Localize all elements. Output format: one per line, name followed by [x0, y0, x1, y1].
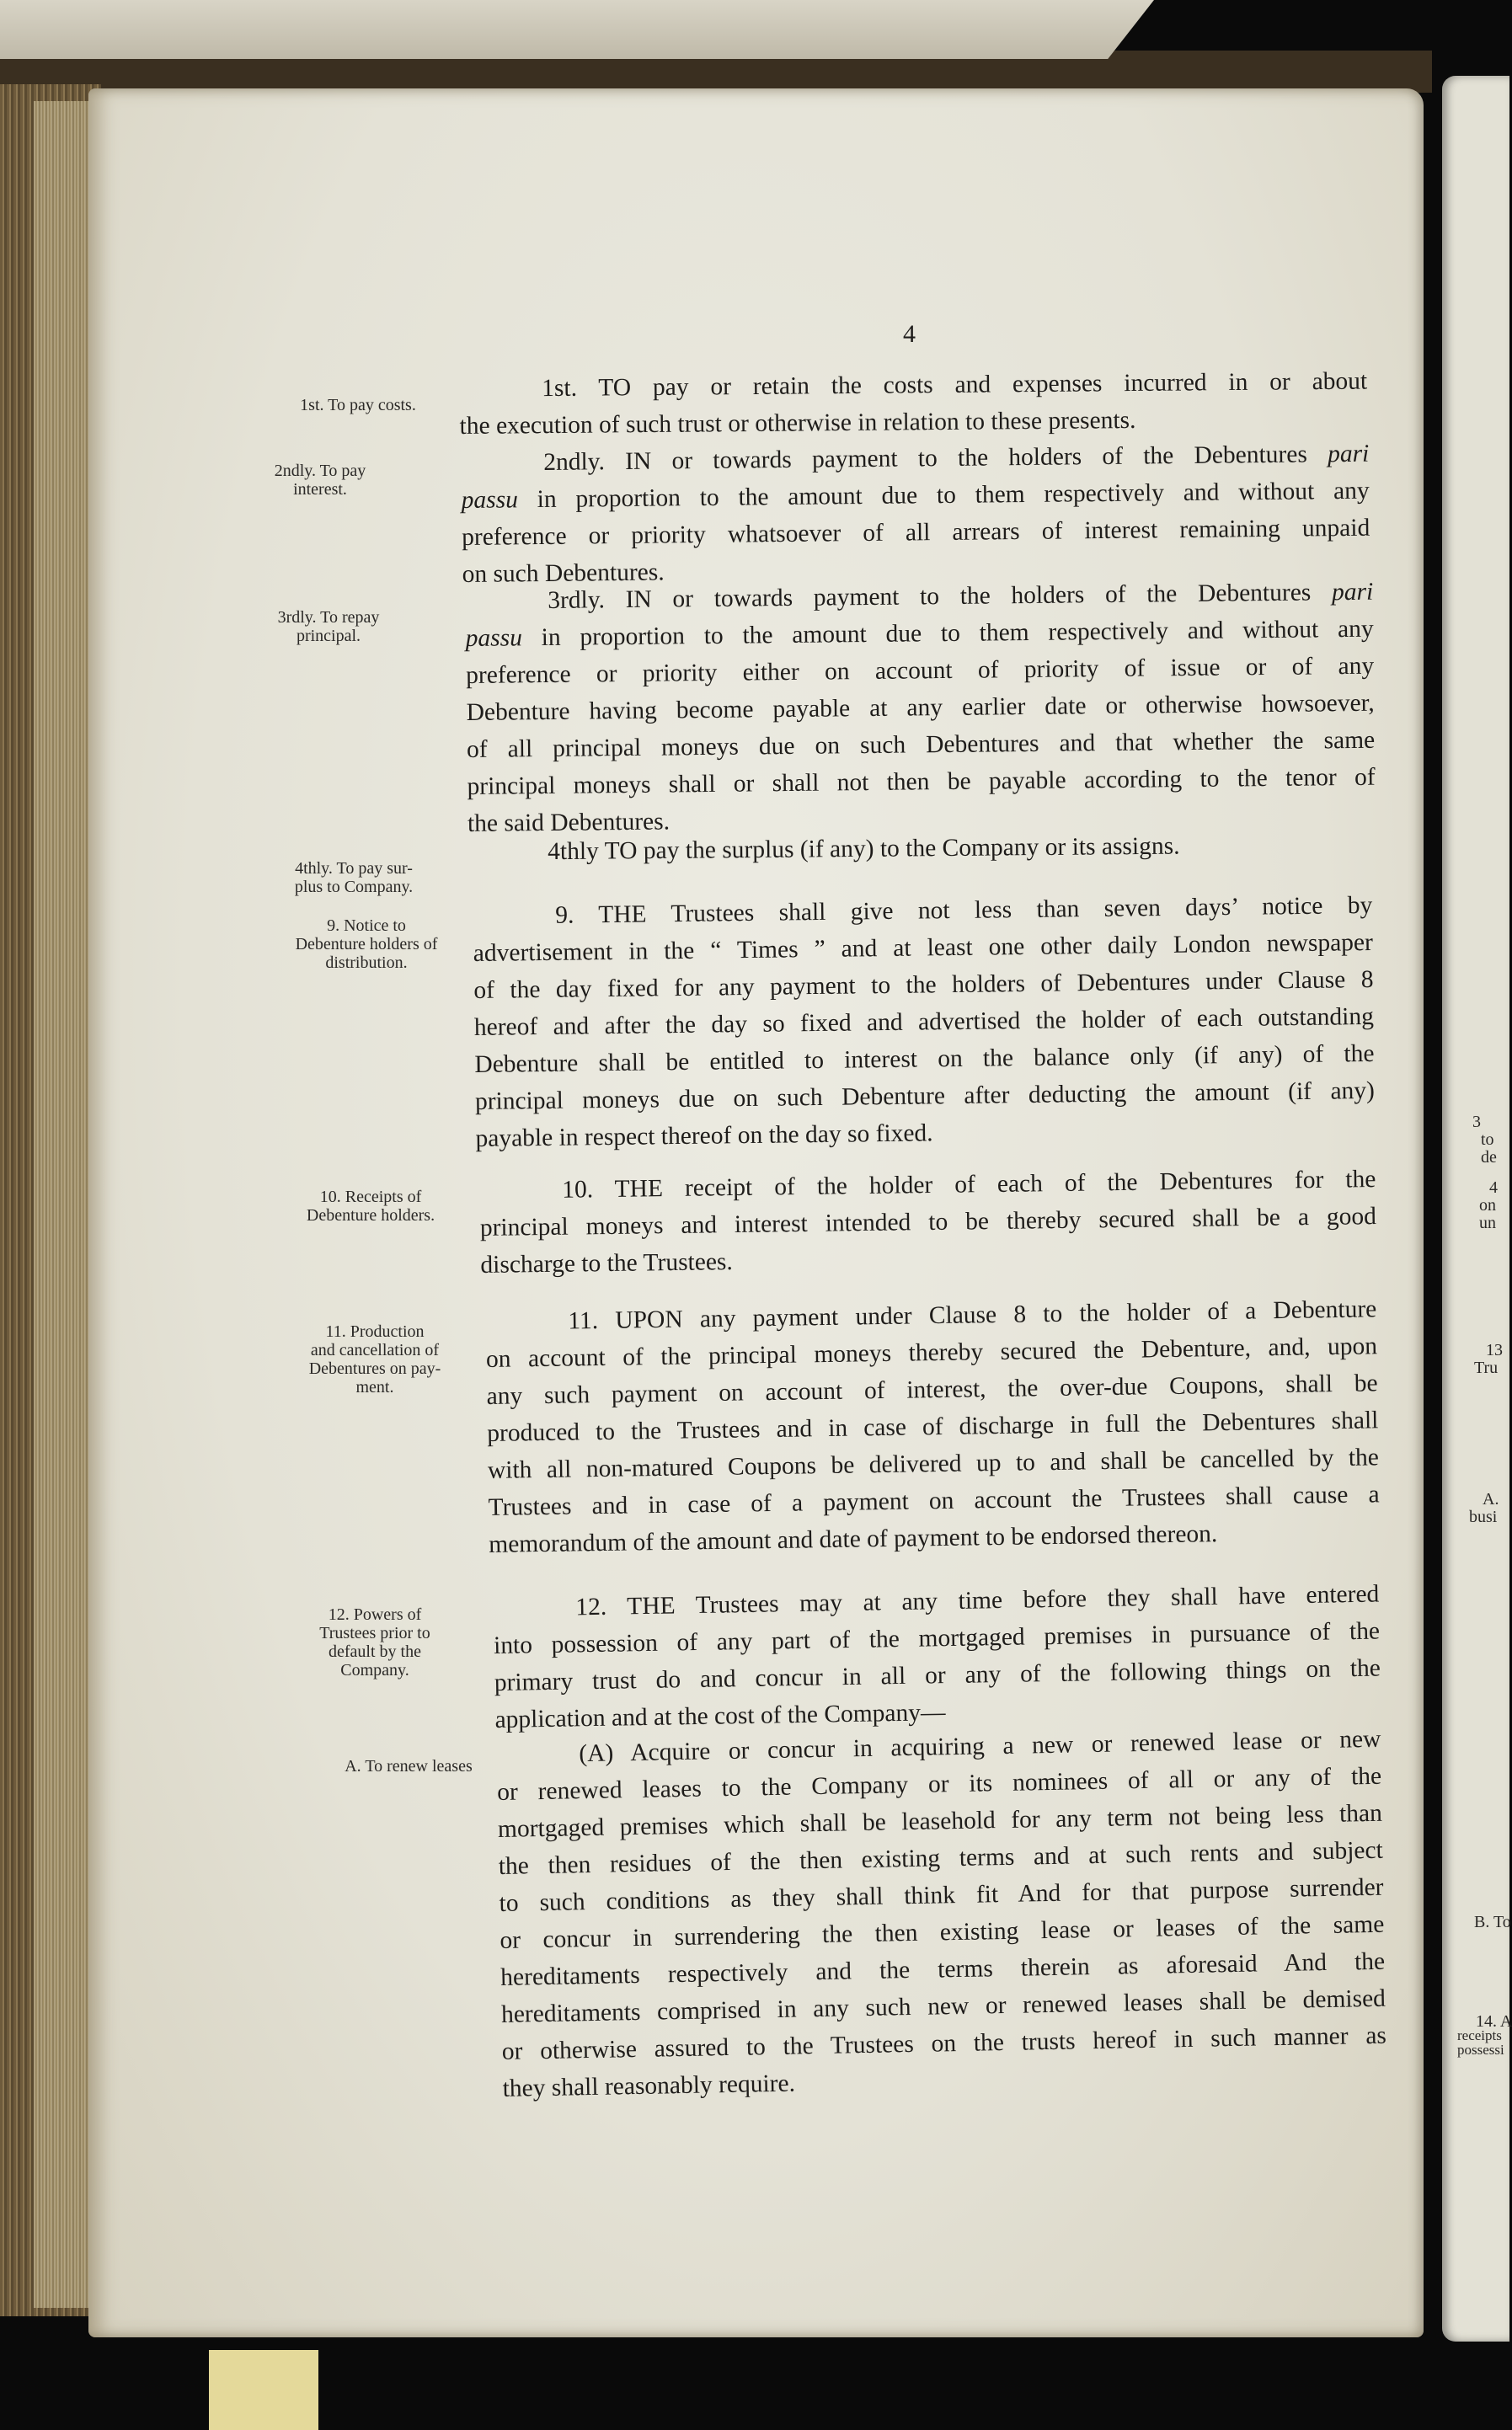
neighbor-fragment: un: [1479, 1214, 1496, 1232]
margin-note-line: 12. Powers of: [328, 1605, 422, 1624]
margin-note-line: A. To renew leases: [345, 1757, 473, 1776]
margin-note-line: 10. Receipts of: [319, 1188, 422, 1206]
text-line: any such payment on account of interest, the over-due Coupons, shall be: [486, 1370, 1378, 1410]
text-line: Trustees and in case of a payment on account the Trustees shall cause a: [488, 1481, 1380, 1521]
text-line: principal moneys shall or shall not then be payable according to the tenor of: [467, 763, 1376, 800]
paragraph-clause-12: [493, 1576, 1381, 1738]
margin-note: [261, 608, 396, 645]
text-line: 11. UPON any payment under Clause 8 to the holder of a Debenture: [568, 1295, 1377, 1335]
neighbor-fragment: 3: [1472, 1113, 1481, 1131]
margin-note-line: 3rdly. To repay: [277, 608, 380, 627]
margin-note-line: Debenture holders of: [295, 935, 438, 953]
margin-note: [274, 916, 459, 972]
margin-note-line: 1st. To pay costs.: [300, 396, 416, 414]
text-line: primary trust do and concur in all or any of the following things on the: [494, 1654, 1381, 1696]
text-line: principal moneys and interest intended to be thereby secured shall be a good: [479, 1203, 1377, 1242]
margin-note-line: principal.: [296, 627, 361, 645]
paragraph-3rdly: [465, 574, 1376, 842]
neighbor-fragment: on: [1479, 1196, 1496, 1215]
neighbor-fragment: A.: [1483, 1490, 1499, 1509]
text-line: 10. THE receipt of the holder of each of the Debentures for the: [562, 1166, 1376, 1204]
neighbor-fragment: de: [1481, 1148, 1497, 1167]
neighbor-fragment: 4: [1489, 1178, 1498, 1197]
margin-note: [253, 462, 387, 499]
text-line: or concur in surrendering the then existing lease or leases of the same: [500, 1910, 1385, 1954]
margin-note: [324, 1757, 493, 1776]
text-line: the execution of such trust or otherwise in relation to these presents.: [459, 406, 1136, 440]
margin-note-line: Trustees prior to: [319, 1624, 430, 1642]
text-line: discharge to the Trustees.: [480, 1248, 733, 1279]
text-line: or renewed leases to the Company or its nominees of all or any of the: [496, 1762, 1382, 1806]
neighbor-fragment: B. To: [1474, 1913, 1511, 1931]
text-line: hereditaments comprised in any such new or renewed leases shall be demised: [500, 1984, 1386, 2028]
text-line: preference or priority whatsoever of all arrears of interest remaining unpaid: [461, 514, 1370, 551]
text-line: application and at the cost of the Company—: [494, 1699, 946, 1733]
paragraph-clause-11: [485, 1290, 1380, 1563]
paragraph-clause-12-a: [496, 1721, 1387, 2107]
paragraph-clause-10: [479, 1161, 1377, 1284]
margin-note-line: ment.: [355, 1378, 394, 1397]
margin-note-line: Company.: [340, 1661, 409, 1680]
text-line: passu in proportion to the amount due to them respectively and without any: [465, 615, 1374, 652]
text-line: passu in proportion to the amount due to them respectively and without any: [461, 477, 1370, 514]
text-line: on account of the principal moneys thereby secured the Debenture, and, upon: [485, 1332, 1378, 1373]
text-line: into possession of any part of the mortgaged premises in pursuance of the: [493, 1617, 1381, 1659]
text-line: 3rdly. IN or towards payment to the holders of the Debentures pari: [548, 578, 1374, 614]
text-line: produced to the Trustees and in case of discharge in full the Debentures shall: [487, 1407, 1379, 1447]
paragraph-2ndly: [461, 435, 1370, 593]
text-line: mortgaged premises which shall be leasehold for any term not being less than: [497, 1799, 1383, 1843]
text-line: 1st. TO pay or retain the costs and expenses incurred in or about: [542, 367, 1368, 403]
text-line: advertisement in the “ Times ” and at least one other daily London newspaper: [473, 928, 1374, 967]
neighbor-fragment: Tru: [1474, 1359, 1499, 1377]
text-line: to such conditions as they shall think fit And for that purpose surrender: [499, 1873, 1384, 1917]
text-line: 12. THE Trustees may at any time before they shall have entered: [575, 1580, 1380, 1621]
text-line: (A) Acquire or concur in acquiring a new or renewed lease or new: [579, 1725, 1381, 1768]
margin-note-line: Debentures on pay-: [308, 1359, 441, 1378]
paragraph-1st: [459, 363, 1368, 445]
margin-note-line: default by the: [329, 1642, 421, 1661]
text-line: they shall reasonably require.: [502, 2070, 796, 2102]
neighbor-page: [1442, 76, 1512, 2342]
yellow-bookmark-tab: [209, 2350, 318, 2430]
text-line: 4thly TO pay the surplus (if any) to the Company or its assigns.: [548, 832, 1180, 866]
text-line: payable in respect thereof on the day so fixed.: [475, 1119, 933, 1152]
text-line: the said Debentures.: [467, 808, 671, 837]
neighbor-fragment: 13: [1486, 1341, 1503, 1359]
neighbor-fragment: possessi: [1457, 2042, 1504, 2058]
margin-note: [282, 1322, 467, 1397]
text-line: or otherwise assured to the Trustees on the trusts hereof in such manner as: [501, 2021, 1387, 2065]
margin-note-line: 2ndly. To pay: [274, 462, 366, 480]
text-line: the then residues of the then existing terms and at such rents and subject: [498, 1836, 1384, 1880]
text-line: Debenture having become payable at any earlier date or otherwise howsoever,: [466, 689, 1375, 726]
margin-note: [270, 859, 438, 896]
neighbor-fragment: receipts: [1457, 2027, 1502, 2043]
text-line: on such Debentures.: [462, 558, 665, 588]
margin-note-line: 11. Production: [325, 1322, 425, 1341]
margin-note-line: Debenture holders.: [306, 1206, 435, 1225]
text-line: of all principal moneys due on such Debentures and that whether the same: [466, 726, 1376, 763]
neighbor-fragment: busi: [1469, 1508, 1498, 1526]
text-line: 2ndly. IN or towards payment to the holders of the Debentures pari: [543, 440, 1370, 476]
page-number: 4: [903, 320, 916, 348]
text-line: of the day fixed for any payment to the holders of Debentures under Clause 8: [473, 965, 1374, 1004]
margin-note: [278, 1188, 463, 1225]
margin-note-line: distribution.: [325, 953, 408, 972]
paragraph-4thly: [465, 826, 1373, 871]
text-line: with all non-matured Coupons be delivered up to and shall be cancelled by the: [487, 1444, 1380, 1484]
margin-note-line: and cancellation of: [310, 1341, 440, 1359]
text-line: Debenture shall be entitled to interest on the balance only (if any) of the: [474, 1039, 1375, 1078]
neighbor-fragment: 14. A: [1476, 2012, 1512, 2031]
text-line: hereof and after the day so fixed and advertised the holder of each outstanding: [473, 1002, 1375, 1041]
text-line: memorandum of the amount and date of payment to be endorsed thereon.: [489, 1520, 1218, 1558]
margin-note: [278, 396, 438, 414]
neighbor-fragment: to: [1481, 1130, 1494, 1149]
paragraph-clause-9: [473, 887, 1376, 1157]
margin-note-line: plus to Company.: [294, 878, 414, 896]
margin-note-line: 4thly. To pay sur-: [295, 859, 413, 878]
text-line: 9. THE Trustees shall give not less than seven days’ notice by: [555, 891, 1373, 929]
text-line: preference or priority either on account of priority of issue or of any: [465, 652, 1375, 689]
text-line: hereditaments respectively and the terms therein as aforesaid And the: [500, 1947, 1386, 1991]
text-line: principal moneys due on such Debenture after deducting the amount (if any): [474, 1076, 1376, 1115]
margin-note: [286, 1605, 463, 1680]
loose-paper-top: [0, 0, 1154, 59]
margin-note-line: 9. Notice to: [327, 916, 406, 935]
margin-note-line: interest.: [293, 480, 347, 499]
